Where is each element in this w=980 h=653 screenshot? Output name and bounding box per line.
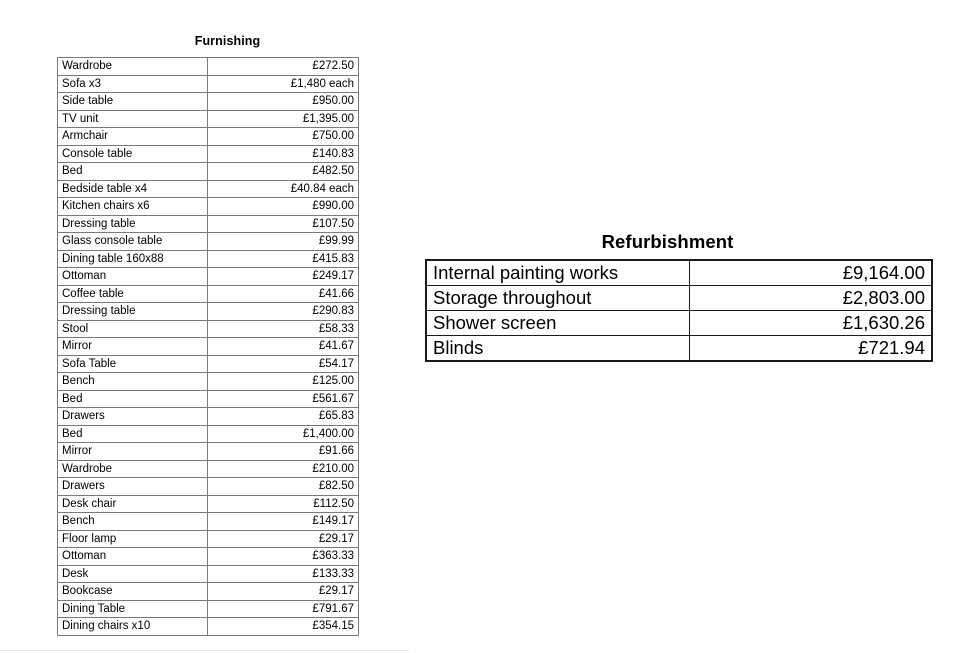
page-bottom-rule bbox=[0, 650, 409, 651]
furnishing-row bbox=[58, 58, 359, 76]
furnishing-row-label: Bench bbox=[58, 513, 208, 531]
furnishing-row-value: £125.00 bbox=[208, 373, 359, 391]
refurbishment-row bbox=[426, 311, 932, 336]
furnishing-row-label: Dressing table bbox=[58, 215, 208, 233]
furnishing-row-label: Bench bbox=[58, 373, 208, 391]
furnishing-row-label: Bookcase bbox=[58, 583, 208, 601]
furnishing-row-value: £482.50 bbox=[208, 163, 359, 181]
furnishing-row-value: £140.83 bbox=[208, 145, 359, 163]
furnishing-row-label: Ottoman bbox=[58, 268, 208, 286]
furnishing-row-value: £65.83 bbox=[208, 408, 359, 426]
furnishing-row bbox=[58, 250, 359, 268]
furnishing-row-value: £210.00 bbox=[208, 460, 359, 478]
furnishing-row-value: £750.00 bbox=[208, 128, 359, 146]
furnishing-row bbox=[58, 530, 359, 548]
furnishing-row-value: £950.00 bbox=[208, 93, 359, 111]
furnishing-row bbox=[58, 618, 359, 636]
furnishing-row-label: Bed bbox=[58, 163, 208, 181]
furnishing-row-value: £29.17 bbox=[208, 583, 359, 601]
furnishing-row bbox=[58, 110, 359, 128]
furnishing-row-value: £91.66 bbox=[208, 443, 359, 461]
furnishing-row-label: Bed bbox=[58, 425, 208, 443]
furnishing-row-label: Armchair bbox=[58, 128, 208, 146]
furnishing-row-value: £149.17 bbox=[208, 513, 359, 531]
furnishing-row-value: £1,480 each bbox=[208, 75, 359, 93]
refurbishment-row bbox=[426, 260, 932, 286]
furnishing-row-value: £791.67 bbox=[208, 600, 359, 618]
furnishing-row bbox=[58, 390, 359, 408]
furnishing-row bbox=[58, 565, 359, 583]
furnishing-row-value: £82.50 bbox=[208, 478, 359, 496]
furnishing-row-label: Drawers bbox=[58, 408, 208, 426]
furnishing-row-value: £112.50 bbox=[208, 495, 359, 513]
furnishing-row bbox=[58, 583, 359, 601]
furnishing-row bbox=[58, 145, 359, 163]
refurbishment-row-label: Shower screen bbox=[426, 311, 690, 336]
furnishing-row bbox=[58, 355, 359, 373]
furnishing-row bbox=[58, 460, 359, 478]
furnishing-row-label: Kitchen chairs x6 bbox=[58, 198, 208, 216]
furnishing-row bbox=[58, 338, 359, 356]
furnishing-row-label: Bedside table x4 bbox=[58, 180, 208, 198]
furnishing-row-value: £40.84 each bbox=[208, 180, 359, 198]
furnishing-row-value: £133.33 bbox=[208, 565, 359, 583]
furnishing-row bbox=[58, 128, 359, 146]
furnishing-row-value: £363.33 bbox=[208, 548, 359, 566]
furnishing-row-label: Bed bbox=[58, 390, 208, 408]
furnishing-row bbox=[58, 478, 359, 496]
furnishing-row-value: £1,400.00 bbox=[208, 425, 359, 443]
refurbishment-row-label: Internal painting works bbox=[426, 260, 690, 286]
refurbishment-row-label: Blinds bbox=[426, 336, 690, 362]
furnishing-row-label: Coffee table bbox=[58, 285, 208, 303]
furnishing-row bbox=[58, 285, 359, 303]
furnishing-row bbox=[58, 233, 359, 251]
furnishing-row-label: Dressing table bbox=[58, 303, 208, 321]
furnishing-row-label: Side table bbox=[58, 93, 208, 111]
furnishing-row-label: Mirror bbox=[58, 338, 208, 356]
refurbishment-title: Refurbishment bbox=[601, 231, 734, 252]
furnishing-row-label: Floor lamp bbox=[58, 530, 208, 548]
furnishing-row bbox=[58, 93, 359, 111]
furnishing-row bbox=[58, 408, 359, 426]
furnishing-row bbox=[58, 163, 359, 181]
furnishing-row bbox=[58, 443, 359, 461]
furnishing-row-label: Stool bbox=[58, 320, 208, 338]
refurbishment-row-value: £9,164.00 bbox=[690, 260, 933, 286]
furnishing-row-label: Dining Table bbox=[58, 600, 208, 618]
refurbishment-row-value: £2,803.00 bbox=[690, 286, 933, 311]
furnishing-row-value: £249.17 bbox=[208, 268, 359, 286]
furnishing-row-label: Wardrobe bbox=[58, 460, 208, 478]
furnishing-row-value: £41.67 bbox=[208, 338, 359, 356]
furnishing-row-label: TV unit bbox=[58, 110, 208, 128]
furnishing-row-value: £561.67 bbox=[208, 390, 359, 408]
furnishing-row-label: Dining chairs x10 bbox=[58, 618, 208, 636]
furnishing-row-value: £415.83 bbox=[208, 250, 359, 268]
furnishing-row bbox=[58, 425, 359, 443]
furnishing-row-label: Desk chair bbox=[58, 495, 208, 513]
furnishing-row bbox=[58, 513, 359, 531]
refurbishment-table-body bbox=[426, 260, 932, 361]
furnishing-row-value: £41.66 bbox=[208, 285, 359, 303]
furnishing-row-value: £58.33 bbox=[208, 320, 359, 338]
refurbishment-row bbox=[426, 336, 932, 362]
furnishing-row-label: Dining table 160x88 bbox=[58, 250, 208, 268]
furnishing-row bbox=[58, 600, 359, 618]
furnishing-row-value: £1,395.00 bbox=[208, 110, 359, 128]
furnishing-row-label: Console table bbox=[58, 145, 208, 163]
furnishing-row-label: Desk bbox=[58, 565, 208, 583]
furnishing-row bbox=[58, 320, 359, 338]
furnishing-row bbox=[58, 215, 359, 233]
furnishing-table bbox=[57, 57, 359, 636]
furnishing-row-label: Sofa x3 bbox=[58, 75, 208, 93]
furnishing-row bbox=[58, 198, 359, 216]
furnishing-row bbox=[58, 303, 359, 321]
furnishing-row-label: Ottoman bbox=[58, 548, 208, 566]
furnishing-section bbox=[57, 33, 354, 636]
furnishing-row bbox=[58, 75, 359, 93]
refurbishment-row-label: Storage throughout bbox=[426, 286, 690, 311]
furnishing-row bbox=[58, 495, 359, 513]
refurbishment-row bbox=[426, 286, 932, 311]
furnishing-table-body bbox=[58, 58, 359, 636]
refurbishment-table bbox=[425, 259, 933, 362]
furnishing-row-value: £54.17 bbox=[208, 355, 359, 373]
furnishing-row-label: Mirror bbox=[58, 443, 208, 461]
furnishing-row-value: £29.17 bbox=[208, 530, 359, 548]
furnishing-row-label: Glass console table bbox=[58, 233, 208, 251]
refurbishment-row-value: £721.94 bbox=[690, 336, 933, 362]
furnishing-title: Furnishing bbox=[194, 34, 261, 48]
furnishing-row bbox=[58, 548, 359, 566]
furnishing-row bbox=[58, 268, 359, 286]
furnishing-row bbox=[58, 373, 359, 391]
furnishing-row-label: Sofa Table bbox=[58, 355, 208, 373]
furnishing-row-value: £354.15 bbox=[208, 618, 359, 636]
furnishing-row-label: Wardrobe bbox=[58, 58, 208, 76]
furnishing-row-value: £290.83 bbox=[208, 303, 359, 321]
refurbishment-section bbox=[425, 231, 925, 362]
furnishing-row-value: £99.99 bbox=[208, 233, 359, 251]
furnishing-row-value: £990.00 bbox=[208, 198, 359, 216]
refurbishment-row-value: £1,630.26 bbox=[690, 311, 933, 336]
furnishing-row-value: £272.50 bbox=[208, 58, 359, 76]
furnishing-row bbox=[58, 180, 359, 198]
furnishing-row-label: Drawers bbox=[58, 478, 208, 496]
furnishing-row-value: £107.50 bbox=[208, 215, 359, 233]
